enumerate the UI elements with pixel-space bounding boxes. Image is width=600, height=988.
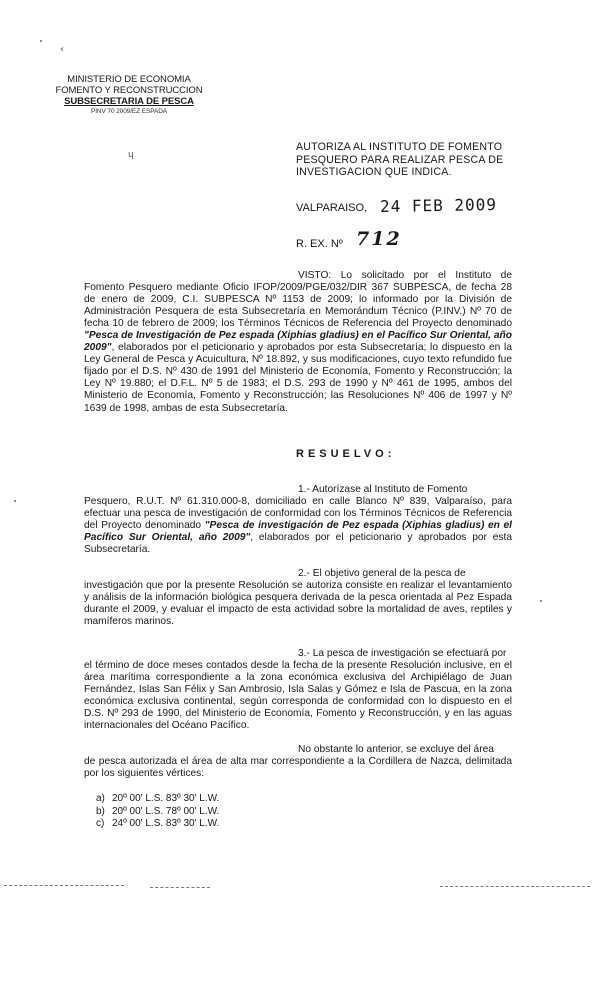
point-2-text: investigación que por la presente Resolución se autoriza consiste en realizar el levantamiento y análisis de la información biológica pesquera derivada de la pesca orientada al Pez Espada durante el 2009, y evaluar el impacto de esta actividad sobre la mortalidad de aves, reptiles y mamíferos marinos.	[84, 580, 512, 628]
resuelvo-heading: RESUELVO:	[296, 448, 396, 460]
point-3-text: el término de doce meses contados desde la fecha de la presente Resolución inclusive, en el área marítima correspondiente a la zona económica exclusiva del Archipiélago de Juan Fernández, Islas San Félix y San Ambrosio, Isla Salas y Gómez e Isla de Pascua, en la zona económica exclusiva continental, según corresponda de conformidad con lo dispuesto en el D.S. Nº 293 de 1990, del Ministerio de Economía, Fomento y Reconstrucción, y en las aguas internacionales del Océano Pacífico.	[84, 660, 512, 732]
vertex-coordinate: 20º 00' L.S. 78º 00' L.W.	[112, 805, 220, 817]
rex-number: 712	[356, 228, 402, 250]
vertex-item	[96, 818, 396, 831]
visto-project-name: "Pesca de Investigación de Pez espada (Xiphias gladius) en el Pacífico Sur Oriental, año 2009"	[84, 330, 512, 354]
resolution-point-3	[84, 648, 512, 732]
vertex-item	[96, 806, 396, 819]
resolution-point-2	[84, 568, 512, 628]
visto-label: VISTO:	[298, 270, 332, 281]
exclusion-paragraph	[84, 744, 512, 780]
exclusion-text: de pesca autorizada el área de alta mar correspondiente a la Cordillera de Nazca, delimitada por los siguientes vértices:	[84, 756, 512, 780]
scan-speck	[14, 500, 16, 502]
visto-text-2: , elaborados por el peticionario y aprobados por esta Subsecretaría; lo dispuesto en la Ley General de Pesca y Acuicultura, Nº 18.892, y sus modificaciones, cuyo texto refundido fue fijado por el D.S. Nº 430 de 1991 del Ministerio de Economía, Fomento y Reconstrucción; la Ley Nº 19.880; el D.F.L. Nº 5 de 1983; el D.S. 293 de 1990 y Nº 461 de 1995, ambos del Ministerio de Economía, Fomento y Reconstrucción; las Resoluciones Nº 406 de 1997 y Nº 1639 de 1998, ambas de esta Subsecretaría.	[84, 342, 512, 414]
point-1-lead: 1.- Autorízase al Instituto de Fomento	[298, 484, 468, 495]
handwritten-initial: ɥ	[128, 150, 134, 160]
resolution-title: AUTORIZA AL INSTITUTO DE FOMENTO PESQUERO PARA REALIZAR PESCA DE INVESTIGACION QUE INDICA.	[296, 141, 504, 179]
point-1-text-1: Pesquero, R.U.T. Nº 61.310.000-8, domiciliado en calle Blanco Nº 839, Valparaíso, para efectuar una pesca de investigación de conformidad con los Términos Técnicos de Referencia del Proyecto denominado	[84, 496, 512, 532]
point-1-text-2: , elaborados por el peticionario y aprobados por esta Subsecretaría.	[84, 532, 512, 556]
visto-text-1: Lo solicitado por el Instituto de Fomento Pesquero mediante Oficio IFOP/2009/PGE/032/DIR 367 SUBPESCA, de fecha 28 de enero de 2009, C.I. SUBPESCA Nº 1153 de 2009; lo informado por la División de Administración Pesquera de esta Subsecretaría en Memorándum Técnico (P.INV.) Nº 70 de fecha 10 de febrero de 2009; los Términos Técnicos de Referencia del Proyecto denominado	[84, 270, 512, 330]
scan-edge-line	[440, 886, 590, 887]
point-3-lead: 3.- La pesca de investigación se efectuará por	[298, 648, 507, 659]
vertex-coordinate: 24º 00' L.S. 83º 30' L.W.	[112, 818, 220, 829]
scan-speck	[540, 600, 542, 602]
scan-edge-line	[4, 885, 124, 886]
rex-label: R. EX. Nº	[296, 238, 343, 250]
point-1-project-name: "Pesca de investigación de Pez espada (Xiphias gladius) en el Pacífico Sur Oriental, año 2009"	[84, 520, 512, 544]
scan-edge-line	[150, 887, 210, 888]
exclusion-lead: No obstante lo anterior, se excluye del área	[298, 744, 494, 755]
stamp-line-ministry: MINISTERIO DE ECONOMIA	[67, 74, 191, 85]
visto-paragraph	[84, 270, 512, 415]
vertex-label: b)	[96, 805, 105, 817]
stamp-line-fomento: FOMENTO Y RECONSTRUCCION	[55, 85, 203, 96]
stamp-line-subsecretaria: SUBSECRETARIA DE PESCA	[64, 96, 194, 107]
resolution-number	[296, 228, 496, 258]
stamped-date: 24 FEB 2009	[379, 194, 498, 217]
scan-mark: ‹	[60, 44, 64, 55]
place-label: VALPARAISO,	[296, 202, 368, 214]
ministry-stamp	[54, 74, 204, 116]
vertex-item	[96, 793, 396, 806]
point-2-lead: 2.- El objetivo general de la pesca de	[298, 568, 466, 579]
vertex-list	[96, 793, 396, 831]
stamp-line-reference: PINV 70 2009/EZ ESPADA	[90, 108, 168, 115]
vertex-label: a)	[96, 793, 105, 804]
place-date	[296, 196, 556, 224]
vertex-label: c)	[96, 818, 105, 829]
vertex-coordinate: 20º 00' L.S. 83º 30' L.W.	[112, 793, 220, 804]
scan-speck	[40, 40, 42, 42]
resolution-point-1	[84, 484, 512, 556]
